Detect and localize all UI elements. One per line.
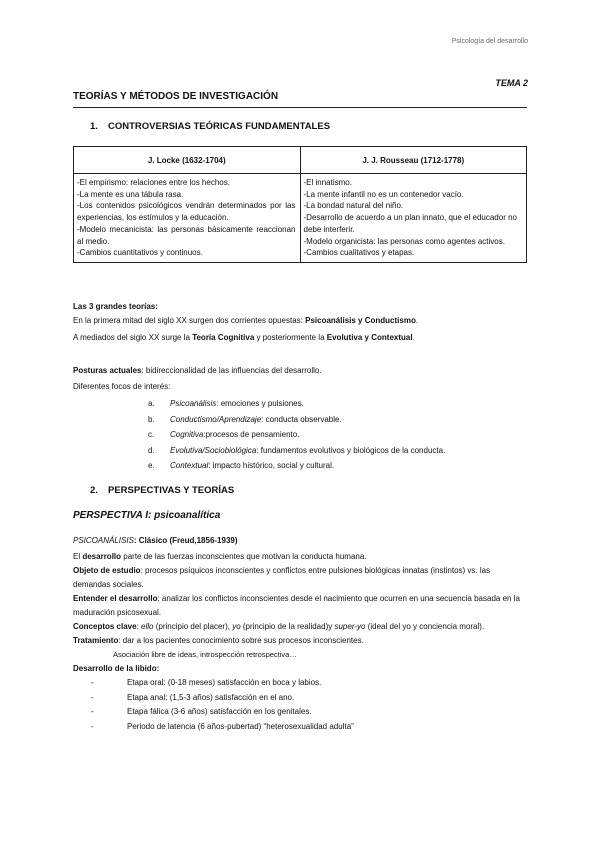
objeto-text: : procesos psíquicos inconscientes y conflictos entre pulsiones biológicas innatas (instintos) vs. las demandas sociales. — [73, 566, 491, 589]
locke-item: -Modelo mecanicista: las personas básicamente reaccionan al medio. — [77, 224, 296, 246]
dash-bullet: - — [91, 692, 94, 702]
table-header-row — [74, 147, 527, 174]
section-2-heading — [90, 485, 234, 496]
posturas-block — [73, 364, 527, 474]
locke-item: -La mente es una tábula rasa. — [77, 189, 184, 199]
comparison-table — [73, 146, 527, 263]
list-item — [148, 443, 527, 459]
etapa-text: Etapa anal: (1,5-3 años) satisfacción en el ano. — [127, 692, 295, 702]
psicoanalisis-heading — [73, 534, 527, 548]
concepto-ello: ello — [141, 622, 154, 631]
text-run-bold: desarrollo — [82, 552, 122, 561]
document-title: TEORÍAS Y MÉTODOS DE INVESTIGACIÓN — [73, 91, 279, 102]
text-run-bold: Evolutiva y Contextual — [326, 333, 413, 342]
grandes-teorias-block — [73, 300, 527, 345]
posturas-label: Posturas actuales — [73, 366, 142, 375]
text-run: . — [415, 316, 419, 325]
etapa-text: Etapa fálica (3-6 años) satisfacción en los genitales. — [127, 707, 312, 716]
grandes-heading: Las 3 grandes teorías: — [73, 302, 158, 311]
concepto-superyo: super-yo — [334, 622, 366, 631]
psicoanalisis-block — [73, 534, 527, 734]
perspectiva-heading: PERSPECTIVA I: psicoanalítica — [73, 510, 221, 521]
rousseau-item: -Cambios cualitativos y etapas. — [303, 248, 415, 258]
running-header: Psicología del desarrollo — [451, 38, 528, 45]
dash-bullet: - — [91, 721, 94, 731]
grandes-line-1 — [73, 314, 527, 328]
foco-name: Cognitiva — [170, 430, 204, 439]
asociacion-line: Asociación libre de ideas, introspección retrospectiva… — [113, 650, 297, 659]
rousseau-item: -La mente infantil no es un contenedor vacío. — [303, 189, 464, 199]
dash-bullet: - — [91, 707, 94, 716]
list-item — [148, 427, 527, 443]
objeto-line — [73, 564, 527, 592]
text-run: (principio de la realidad)y — [240, 622, 335, 631]
objeto-label: Objeto de estudio — [73, 566, 141, 575]
text-run: y posteriormente la — [254, 333, 327, 342]
table-body-row — [74, 174, 527, 263]
text-run: : — [136, 622, 142, 631]
list-letter: e. — [148, 461, 155, 470]
etapas-list — [73, 676, 527, 734]
concepto-yo: yo — [232, 622, 241, 631]
tratamiento-label: Tratamiento — [73, 636, 119, 645]
foco-name: Evolutiva/Sociobiológica — [170, 445, 257, 455]
text-run: (principio del placer), — [153, 622, 233, 631]
section-1-heading — [90, 121, 330, 132]
grandes-line-2 — [73, 331, 527, 345]
entender-line — [73, 592, 527, 620]
tratamiento-text: : dar a los pacientes conocimiento sobre sus procesos inconscientes. — [118, 636, 364, 645]
posturas-text: : bidireccionalidad de las influencias del desarrollo. — [141, 366, 322, 375]
psico-label-italic: PSICOANÁLISIS — [73, 536, 134, 545]
text-run: (ideal del yo y conciencia moral). — [365, 622, 485, 631]
posturas-line — [73, 364, 527, 378]
locke-item: -Los contenidos psicológicos vendrán determinados por las experiencias, los estímulos y la educación. — [77, 201, 296, 223]
entender-text: : analizar los conflictos inconscientes desde el nacimiento que ocurren en una secuencia basada en la maduración psicosexual. — [73, 594, 520, 617]
locke-item: -El empirismo: relaciones entre los hechos. — [77, 178, 230, 187]
foco-name: Conductismo/Aprendizaje — [170, 414, 262, 424]
text-run-bold: Psicoanálisis y Conductismo — [305, 316, 416, 325]
etapa-text: Periodo de latencia (6 años-pubertad) “heterosexualidad adulta” — [127, 721, 354, 731]
list-item — [91, 720, 527, 735]
rousseau-item: -La bondad natural del niño. — [303, 201, 404, 211]
list-letter: c. — [148, 430, 155, 439]
rousseau-item: -Desarrollo de acuerdo a un plan innato, que el educador no debe interferir. — [303, 213, 517, 234]
tratamiento-line — [73, 634, 527, 648]
list-item — [148, 396, 527, 412]
text-run: . — [412, 333, 415, 342]
text-run: parte de las fuerzas inconscientes que motivan la conducta humana. — [121, 552, 367, 561]
desarrollo-line — [73, 550, 527, 564]
psico-label-rest: : Clásico (Freud,1856-1939) — [133, 536, 238, 545]
text-run: El — [73, 552, 83, 561]
list-letter: b. — [148, 414, 155, 424]
list-item — [91, 705, 527, 720]
focos-intro: Diferentes focos de interés: — [73, 382, 171, 391]
text-run: En la primera mitad del siglo XX surgen dos corrientes opuestas: — [73, 316, 306, 325]
list-letter: a. — [148, 399, 155, 408]
dash-bullet: - — [91, 678, 94, 687]
foco-name: Psicoanálisis — [170, 399, 217, 408]
section-1-number: 1. — [90, 121, 98, 132]
section-1-title: CONTROVERSIAS TEÓRICAS FUNDAMENTALES — [108, 121, 331, 132]
text-run-bold: Teoría Cognitiva — [192, 333, 255, 342]
list-letter: d. — [148, 445, 155, 455]
section-2-number: 2. — [90, 485, 98, 496]
rousseau-cell — [300, 174, 527, 263]
etapa-text: Etapa oral: (0-18 meses) satisfacción en boca y labios. — [127, 678, 322, 687]
foco-desc: : emociones y pulsiones. — [216, 399, 304, 408]
foco-desc: :procesos de pensamiento. — [203, 430, 300, 439]
section-2-title: PERSPECTIVAS Y TEORÍAS — [108, 485, 235, 496]
foco-desc: : impacto histórico, social y cultural. — [208, 461, 335, 470]
list-item — [148, 412, 527, 428]
list-item — [148, 458, 527, 474]
text-run: A mediados del siglo XX surge la — [73, 333, 193, 342]
foco-name: Contextual — [170, 461, 209, 470]
foco-desc: : conducta observable. — [261, 414, 342, 424]
locke-cell — [74, 174, 301, 263]
focos-list — [73, 396, 527, 474]
libido-heading: Desarrollo de la libido: — [73, 664, 160, 673]
rousseau-item: -Modelo organicista: las personas como agentes activos. — [303, 236, 505, 246]
conceptos-label: Conceptos clave — [73, 622, 137, 631]
tema-label: TEMA 2 — [495, 78, 528, 88]
locke-heading: J. Locke (1632-1704) — [74, 147, 301, 174]
title-rule — [73, 107, 527, 108]
list-item — [91, 691, 527, 706]
rousseau-item: -El innatismo. — [303, 178, 352, 187]
locke-item: -Cambios cuantitativos y continuos. — [77, 248, 203, 258]
rousseau-heading: J. J. Rousseau (1712-1778) — [300, 147, 527, 174]
foco-desc: : fundamentos evolutivos y biológicos de la conducta. — [256, 445, 446, 455]
conceptos-line — [73, 620, 527, 634]
entender-label: Entender el desarrollo — [73, 594, 158, 603]
list-item — [91, 676, 527, 691]
